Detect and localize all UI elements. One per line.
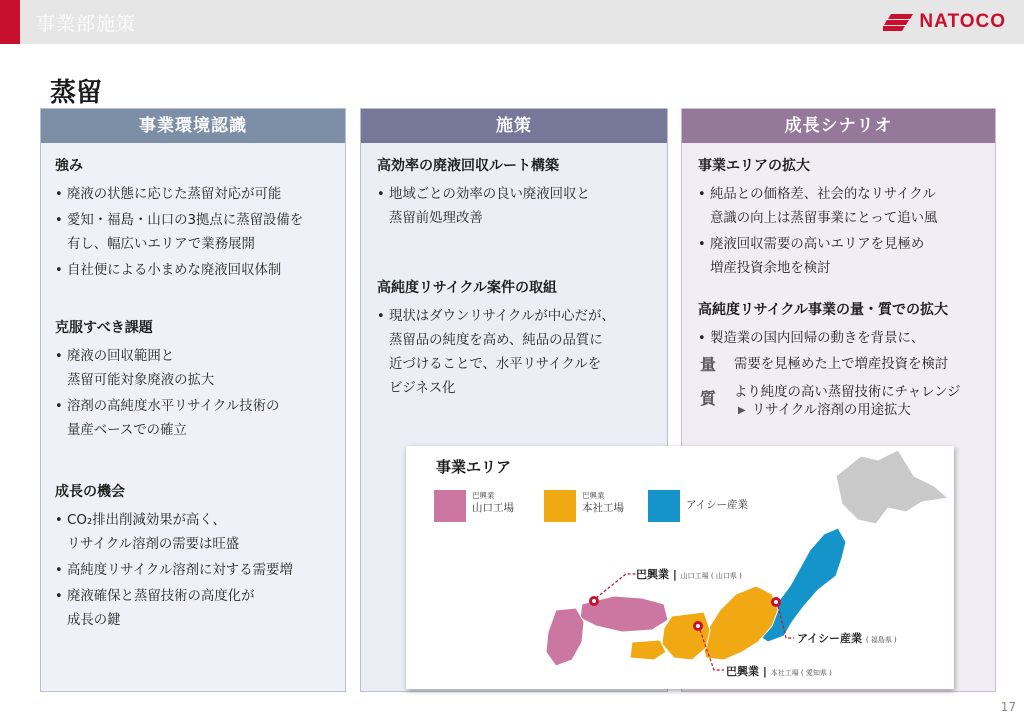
logo-mark-icon — [883, 12, 913, 32]
triangle-right-icon: ▶ — [738, 405, 746, 416]
column-header: 成長シナリオ — [682, 109, 995, 143]
high-purity-block — [377, 277, 659, 403]
callout-aichi: 巴興業 | 本社工場 ( 愛知県 ) — [726, 665, 832, 678]
business-area-map — [406, 446, 954, 689]
list-item: • 高純度リサイクル溶剤に対する需要増 — [55, 559, 337, 583]
hokkaido-region — [836, 450, 948, 524]
pin-aichi-icon — [693, 621, 703, 631]
section-title: 事業部施策 — [36, 13, 137, 35]
issues-heading: 克服すべき課題 — [55, 320, 153, 336]
natoco-logo — [883, 11, 1006, 33]
header-bar — [0, 0, 1024, 44]
list-item: • 純品との価格差、社会的なリサイクル 意識の向上は蒸留事業にとって追い風 — [698, 183, 987, 231]
legend-item-honsha: 巴興業 本社工場 — [544, 490, 624, 522]
opportunities-heading: 成長の機会 — [55, 484, 125, 500]
quantity-mark: 量 — [700, 355, 717, 374]
kyushu-region — [546, 608, 584, 666]
route-block — [377, 155, 659, 233]
column-header: 事業環境認識 — [41, 109, 345, 143]
strengths-heading: 強み — [55, 158, 83, 174]
list-item: • 地域ごとの効率の良い廃液回収と 蒸留前処理改善 — [377, 183, 659, 231]
chubu-region — [702, 586, 778, 660]
callout-fukushima: アイシー産業 ( 福島県 ) — [797, 632, 897, 645]
quantity-row: 量 需要を見極めた上で増産投資を検討 — [698, 353, 987, 381]
issues-block — [55, 317, 337, 445]
map-title: 事業エリア — [436, 458, 512, 476]
route-heading: 高効率の廃液回収ルート構築 — [377, 158, 559, 174]
page-title: 蒸留 — [50, 78, 103, 108]
list-item: • 廃液確保と蒸留技術の高度化が 成長の鍵 — [55, 585, 337, 633]
column-business-environment — [40, 108, 346, 692]
legend-item-icy: アイシー産業 — [648, 490, 748, 522]
column-header: 施策 — [361, 109, 667, 143]
list-item: • 自社便による小まめな廃液回収体制 — [55, 259, 337, 283]
quality-row: 質 より純度の高い蒸留技術にチャレンジ — [698, 381, 987, 401]
scale-block — [698, 299, 987, 421]
pin-fukushima-icon — [771, 597, 781, 607]
scale-heading: 高純度リサイクル事業の量・質での拡大 — [698, 302, 949, 318]
list-item: • 廃液の回収範囲と 蒸留可能対象廃液の拡大 — [55, 345, 337, 393]
quality-sub-row: ▶ リサイクル溶剤の用途拡大 — [698, 401, 987, 421]
header-accent — [0, 0, 20, 44]
kinki-region — [662, 612, 710, 660]
list-item: • 溶剤の高純度水平リサイクル技術の 量産ベースでの確立 — [55, 395, 337, 443]
list-item: • 愛知・福島・山口の3拠点に蒸留設備を 有し、幅広いエリアで業務展開 — [55, 209, 337, 257]
list-item: • 廃液の状態に応じた蒸留対応が可能 — [55, 183, 337, 207]
area-heading: 事業エリアの拡大 — [698, 158, 810, 174]
page-number: 17 — [1000, 700, 1016, 714]
opportunities-block — [55, 481, 337, 635]
callout-yamaguchi: 巴興業 | 山口工場 ( 山口県 ) — [636, 568, 742, 581]
shikoku-region — [630, 640, 666, 660]
list-item: • 製造業の国内回帰の動きを背景に、 — [698, 327, 987, 351]
list-item: • CO₂排出削減効果が高く、 リサイクル溶剤の需要は旺盛 — [55, 509, 337, 557]
list-item: • 現状はダウンリサイクルが中心だが、 蒸留品の純度を高め、純品の品質に 近づけることで、水平リサイクルを ビジネス化 — [377, 305, 659, 401]
strengths-block — [55, 155, 337, 285]
quality-mark: 質 — [700, 389, 717, 408]
list-item: • 廃液回収需要の高いエリアを見極め 増産投資余地を検討 — [698, 233, 987, 281]
high-purity-heading: 高純度リサイクル案件の取組 — [377, 280, 558, 296]
legend-item-yamaguchi: 巴興業 山口工場 — [434, 490, 514, 522]
area-block — [698, 155, 987, 283]
logo-text: NATOCO — [919, 11, 1006, 32]
